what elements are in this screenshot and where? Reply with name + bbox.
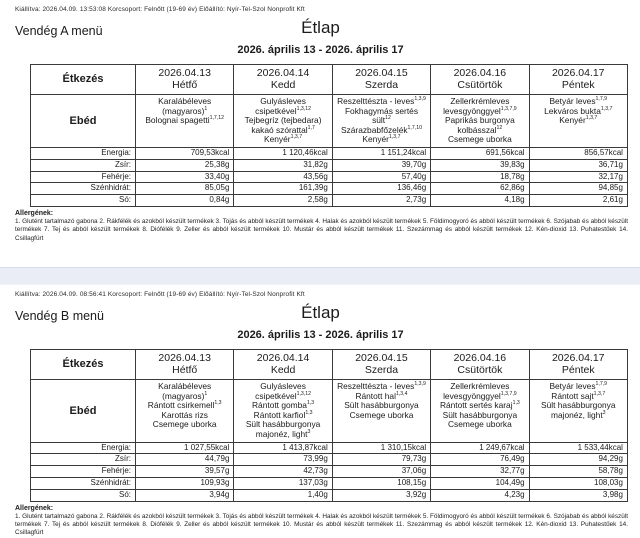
nutrition-value: 709,53kcal (136, 148, 234, 160)
nutrition-value: 39,70g (332, 159, 430, 171)
dish-cell (234, 95, 332, 148)
nutrition-value: 42,73g (234, 466, 332, 478)
allergens-block (15, 210, 628, 243)
dish-line: Csemege uborka (152, 419, 217, 430)
dish-line: Betyár leves$^{1,7,9}$ (549, 381, 608, 392)
issued-line: Kiállítva: 2026.04.09. 13:53:08 Korcsoport: Felnőtt (19-69 év) Előállító: Nyír-Tel-Szol Nonprofit Kft (15, 6, 305, 13)
dish-line: Rántott hal$^{1,3,4}$ (355, 390, 408, 401)
nutrition-value: 1 151,24kcal (332, 148, 430, 160)
nutrition-value: 108,15g (332, 477, 430, 489)
nutrition-value: 4,23g (431, 489, 529, 501)
allergens-text: 1. Glutént tartalmazó gabona 2. Rákfélék és azokból készült termékek 3. Tojás és abból készült termékek 4. Halak és azokból készült termékek 5. Földimogyoró és abból készült termékek 6. Szójabab és abból készült termékek 7. Tej és abból készült termékek 8. Diófélék 9. Zeller és abból készült termékek 10. Mustár és abból készült termékek 11. Szezámmag és abból készült termékek 12. Kén-dioxid 13. Puhatestűek 14. Csillagfürt (15, 218, 628, 242)
dish-cell (529, 95, 627, 148)
meal-row-label: Ebéd (31, 95, 136, 148)
nutrition-value: 43,56g (234, 171, 332, 183)
dish-line: Tejbegríz (tejbedara) kakaó szórattal$^{1,7}$ (244, 115, 322, 135)
dish-line: Betyár leves$^{1,7,9}$ (549, 96, 608, 107)
nutrition-value: 58,78g (529, 466, 627, 478)
allergens-label: Allergének: (15, 504, 54, 512)
nutrition-value: 94,29g (529, 454, 627, 466)
nutrition-value: 36,71g (529, 159, 627, 171)
dish-cell (332, 95, 430, 148)
meal-row-label: Ebéd (31, 380, 136, 442)
dish-cell (136, 95, 234, 148)
dish-line: Bolognai spagetti$^{1,7,12}$ (145, 115, 225, 126)
day-header: 2026.04.14 Kedd (234, 65, 332, 95)
dish-line: Zellerkrémleves levesgyönggyel$^{1,3,7,9}$ (443, 381, 517, 401)
page-separator (0, 267, 640, 285)
dish-line: Sült hasábburgonya (541, 400, 616, 411)
dish-line: Rántott sertés karaj$^{1,3}$ (439, 400, 520, 411)
nutrition-value: 1 533,44kcal (529, 442, 627, 454)
day-header: 2026.04.15 Szerda (332, 65, 430, 95)
dish-line: Gulyásleves csipetkével$^{1,3,12}$ (255, 381, 312, 401)
menu-page-a (0, 0, 640, 243)
nutrition-value: 109,93g (136, 477, 234, 489)
page-title: Étlap (301, 18, 340, 37)
nutrition-value: 44,79g (136, 454, 234, 466)
meal-column-header: Étkezés (31, 349, 136, 379)
nutrition-value: 1 027,55kcal (136, 442, 234, 454)
menu-table (30, 349, 628, 502)
dish-line: Rántott csirkemell$^{1,3}$ (147, 400, 222, 411)
dish-cell (431, 380, 529, 442)
nutrition-value: 39,57g (136, 466, 234, 478)
nutrition-value: 161,39g (234, 183, 332, 195)
nutrition-value: 1 249,67kcal (431, 442, 529, 454)
nutrition-value: 37,06g (332, 466, 430, 478)
nutrition-value: 2,61g (529, 195, 627, 207)
nutrition-value: 2,73g (332, 195, 430, 207)
dish-line: majonéz, light$^3$ (550, 409, 606, 420)
nutrition-value: 85,05g (136, 183, 234, 195)
dish-line: Sült hasábburgonya (442, 409, 518, 420)
dish-line: Kenyér$^{1,3,7}$ (559, 115, 598, 126)
dish-line: majonéz, light$^3$ (255, 429, 311, 439)
nutrition-label: Só: (31, 195, 136, 207)
nutrition-value: 33,40g (136, 171, 234, 183)
meal-column-header: Étkezés (31, 65, 136, 95)
dish-cell (332, 380, 430, 442)
nutrition-label: Só: (31, 489, 136, 501)
nutrition-value: 0,84g (136, 195, 234, 207)
nutrition-value: 2,58g (234, 195, 332, 207)
nutrition-value: 3,98g (529, 489, 627, 501)
allergens-text: 1. Glutént tartalmazó gabona 2. Rákfélék és azokból készült termékek 3. Tojás és abból készült termékek 4. Halak és azokból készült termékek 5. Földimogyoró és abból készült termékek 6. Szójabab és abból készült termékek 7. Tej és abból készült termékek 8. Diófélék 9. Zeller és abból készült termékek 10. Mustár és abból készült termékek 11. Szezámmag és abból készült termékek 12. Kén-dioxid 13. Puhatestűek 14. Csillagfürt (15, 512, 628, 537)
nutrition-value: 94,85g (529, 183, 627, 195)
dish-line: Rántott gomba$^{1,3}$ (252, 400, 315, 411)
nutrition-value: 1 120,46kcal (234, 148, 332, 160)
dish-line: Fokhagymás sertés sült$^{12}$ (344, 105, 419, 126)
day-header: 2026.04.17 Péntek (529, 65, 627, 95)
nutrition-value: 39,83g (431, 159, 529, 171)
nutrition-value: 137,03g (234, 477, 332, 489)
page-title: Étlap (301, 302, 340, 322)
page-header (13, 17, 628, 64)
nutrition-label: Energia: (31, 148, 136, 160)
dish-line: Szárazbabfőzelék$^{1,7,10}$ (340, 124, 422, 135)
dish-line: Kenyér$^{1,3,7}$ (362, 134, 401, 145)
dish-cell (136, 380, 234, 442)
allergens-block (15, 505, 628, 538)
dish-line: Reszelttészta - leves$^{1,3,9}$ (337, 96, 426, 107)
dish-line: Rántott sajt$^{1,3,7}$ (551, 390, 606, 401)
nutrition-value: 62,86g (431, 183, 529, 195)
nutrition-label: Zsír: (31, 159, 136, 171)
dish-cell (529, 380, 627, 442)
nutrition-value: 76,49g (431, 454, 529, 466)
day-header: 2026.04.15 Szerda (332, 349, 430, 379)
nutrition-value: 856,57kcal (529, 148, 627, 160)
date-range: 2026. április 13 - 2026. április 17 (237, 329, 404, 342)
dish-line: Karalábéleves (magyaros)$^1$ (158, 96, 212, 116)
nutrition-label: Szénhidrát: (31, 477, 136, 489)
nutrition-value: 1,40g (234, 489, 332, 501)
nutrition-value: 18,78g (431, 171, 529, 183)
page-header (13, 302, 628, 349)
nutrition-value: 4,18g (431, 195, 529, 207)
date-range: 2026. április 13 - 2026. április 17 (237, 44, 404, 57)
nutrition-value: 3,92g (332, 489, 430, 501)
nutrition-value: 31,82g (234, 159, 332, 171)
nutrition-value: 104,49g (431, 477, 529, 489)
menu-name: Vendég B menü (15, 308, 104, 323)
dish-line: Paprikás burgonya kolbásszal$^{12}$ (444, 115, 515, 135)
nutrition-value: 57,40g (332, 171, 430, 183)
menu-page-b (0, 285, 640, 538)
dish-line: Rántott karfiol$^{1,3}$ (253, 409, 313, 420)
nutrition-label: Energia: (31, 442, 136, 454)
day-header: 2026.04.16 Csütörtök (431, 65, 529, 95)
nutrition-value: 32,77g (431, 466, 529, 478)
nutrition-value: 1 310,15kcal (332, 442, 430, 454)
issued-line: Kiállítva: 2026.04.09. 08:56:41 Korcsoport: Felnőtt (19-69 év) Előállító: Nyír-Tel-Szol Nonprofit Kft (15, 290, 305, 298)
nutrition-value: 25,38g (136, 159, 234, 171)
nutrition-value: 108,03g (529, 477, 627, 489)
day-header: 2026.04.14 Kedd (234, 349, 332, 379)
nutrition-value: 136,46g (332, 183, 430, 195)
nutrition-value: 79,73g (332, 454, 430, 466)
dish-cell (431, 95, 529, 148)
dish-line: Zellerkrémleves levesgyönggyel$^{1,3,7,9}$ (443, 96, 517, 116)
nutrition-value: 1 413,87kcal (234, 442, 332, 454)
dish-line: Reszelttészta - leves$^{1,3,9}$ (337, 381, 426, 392)
menu-table (30, 64, 628, 207)
nutrition-value: 691,56kcal (431, 148, 529, 160)
nutrition-value: 3,94g (136, 489, 234, 501)
dish-line: Karalábéleves (magyaros)$^1$ (158, 381, 212, 401)
day-header: 2026.04.16 Csütörtök (431, 349, 529, 379)
dish-line: Gulyásleves csipetkével$^{1,3,12}$ (255, 96, 312, 116)
dish-line: Sült hasábburgonya (245, 419, 321, 430)
nutrition-label: Zsír: (31, 454, 136, 466)
day-header: 2026.04.17 Péntek (529, 349, 627, 379)
dish-line: Csemege uborka (349, 409, 414, 420)
day-header: 2026.04.13 Hétfő (136, 349, 234, 379)
dish-line: Csemege uborka (447, 134, 512, 145)
menu-name: Vendég A menü (15, 24, 103, 38)
allergens-label: Allergének: (15, 210, 54, 217)
dish-line: Csemege uborka (447, 419, 512, 430)
dish-line: Kenyér$^{1,3,7}$ (264, 134, 303, 145)
nutrition-value: 32,17g (529, 171, 627, 183)
dish-line: Sült hasábburgonya (344, 400, 419, 411)
nutrition-value: 73,99g (234, 454, 332, 466)
nutrition-label: Fehérje: (31, 466, 136, 478)
nutrition-label: Szénhidrát: (31, 183, 136, 195)
dish-cell (234, 380, 332, 442)
dish-line: Karottás rizs (161, 409, 208, 420)
nutrition-label: Fehérje: (31, 171, 136, 183)
dish-line: Lekváros bukta$^{1,3,7}$ (544, 105, 613, 116)
day-header: 2026.04.13 Hétfő (136, 65, 234, 95)
